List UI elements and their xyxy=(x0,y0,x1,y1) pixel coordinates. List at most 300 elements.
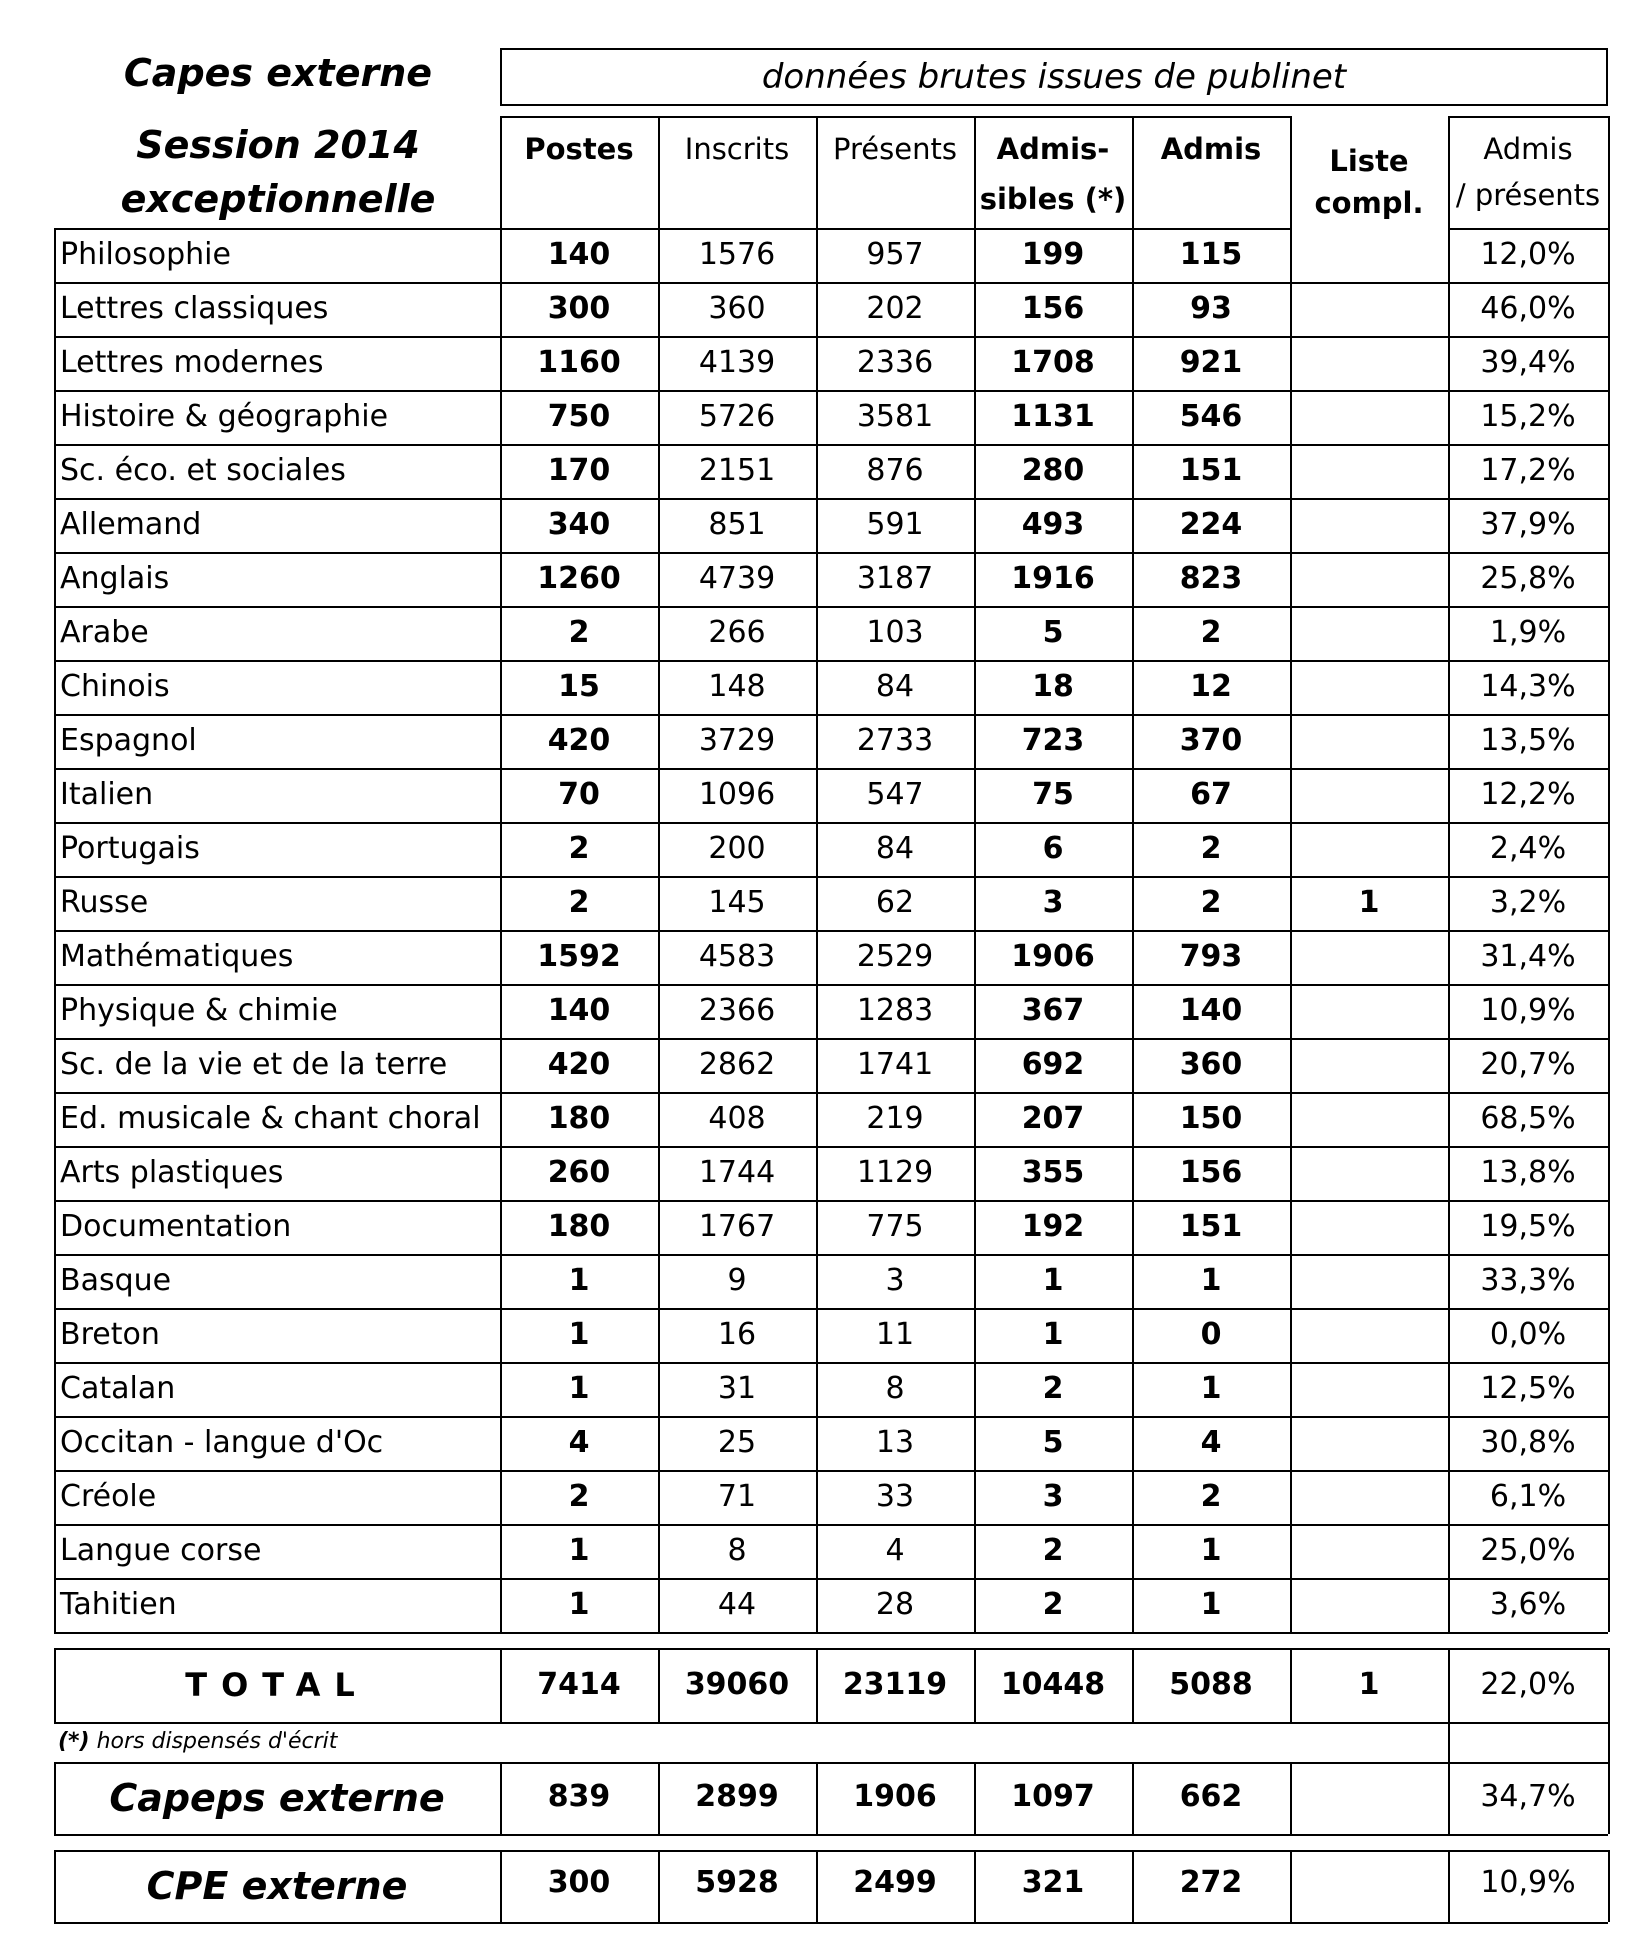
row-inscrits: 8 xyxy=(727,1533,747,1568)
row-admissibles: 1708 xyxy=(1011,345,1095,380)
row-label: Sc. de la vie et de la terre xyxy=(60,1047,448,1082)
row-admis: 2 xyxy=(1200,831,1222,866)
row-label: Portugais xyxy=(60,831,200,866)
grid-hline xyxy=(1290,390,1448,392)
row-admissibles: 1 xyxy=(1042,1263,1064,1298)
row-presents: 62 xyxy=(875,885,915,920)
header-ratio-line1: Admis xyxy=(1483,132,1573,166)
grid-hline xyxy=(54,930,1290,932)
grid-hline xyxy=(54,1092,1290,1094)
row-inscrits: 360 xyxy=(708,291,766,326)
grid-vline xyxy=(500,116,502,228)
row-liste xyxy=(1290,1146,1448,1200)
total-admissibles: 10448 xyxy=(1000,1667,1106,1702)
row-label: Philosophie xyxy=(60,237,231,272)
grid-hline xyxy=(54,1524,1290,1526)
row-postes: 140 xyxy=(547,993,611,1028)
row-inscrits: 2366 xyxy=(698,993,776,1028)
row-presents: 2336 xyxy=(856,345,934,380)
row-label: Espagnol xyxy=(60,723,197,758)
row-ratio: 2,4% xyxy=(1489,831,1567,866)
row-inscrits: 44 xyxy=(717,1587,757,1622)
grid-hline xyxy=(1448,1200,1608,1202)
row-ratio: 3,6% xyxy=(1489,1587,1567,1622)
row-admissibles: 493 xyxy=(1021,507,1085,542)
row-inscrits: 16 xyxy=(717,1317,757,1352)
grid-hline xyxy=(1290,1578,1448,1580)
row-presents: 2529 xyxy=(856,939,934,974)
capeps-postes: 839 xyxy=(547,1779,611,1814)
row-liste xyxy=(1290,1416,1448,1470)
row-inscrits: 3729 xyxy=(698,723,776,758)
row-postes: 420 xyxy=(547,1047,611,1082)
row-inscrits: 1576 xyxy=(698,237,776,272)
row-ratio: 12,5% xyxy=(1480,1371,1576,1406)
row-inscrits: 266 xyxy=(708,615,766,650)
row-label: Arts plastiques xyxy=(60,1155,284,1190)
row-inscrits: 851 xyxy=(708,507,766,542)
row-postes: 750 xyxy=(547,399,611,434)
grid-hline xyxy=(1448,1362,1608,1364)
row-presents: 28 xyxy=(875,1587,915,1622)
row-presents: 4 xyxy=(885,1533,905,1568)
grid-hline xyxy=(1448,768,1608,770)
row-postes: 300 xyxy=(547,291,611,326)
row-presents: 103 xyxy=(866,615,924,650)
grid-hline xyxy=(1290,552,1448,554)
row-presents: 1741 xyxy=(856,1047,934,1082)
row-presents: 876 xyxy=(866,453,924,488)
grid-vline xyxy=(1608,1722,1610,1762)
row-label: Italien xyxy=(60,777,154,812)
row-liste xyxy=(1290,1578,1448,1632)
row-postes: 2 xyxy=(568,1479,590,1514)
row-postes: 15 xyxy=(558,669,600,704)
row-ratio: 6,1% xyxy=(1489,1479,1567,1514)
row-admis: 67 xyxy=(1190,777,1232,812)
row-ratio: 3,2% xyxy=(1489,885,1567,920)
grid-hline xyxy=(1290,1308,1448,1310)
grid-hline xyxy=(1290,606,1448,608)
row-postes: 1 xyxy=(568,1317,590,1352)
row-label: Arabe xyxy=(60,615,149,650)
row-liste xyxy=(1290,606,1448,660)
capeps-admis: 662 xyxy=(1179,1779,1243,1814)
grid-hline xyxy=(54,282,1290,284)
grid-hline xyxy=(1290,984,1448,986)
row-liste xyxy=(1290,1092,1448,1146)
row-admis: 151 xyxy=(1179,1209,1243,1244)
grid-hline xyxy=(54,1470,1290,1472)
row-ratio: 12,2% xyxy=(1480,777,1576,812)
row-ratio: 46,0% xyxy=(1480,291,1576,326)
cpe-admis: 272 xyxy=(1179,1865,1243,1900)
row-admis: 0 xyxy=(1200,1317,1222,1352)
row-liste xyxy=(1290,336,1448,390)
row-inscrits: 408 xyxy=(708,1101,766,1136)
grid-hline xyxy=(1290,282,1448,284)
row-inscrits: 4583 xyxy=(698,939,776,974)
row-admissibles: 692 xyxy=(1021,1047,1085,1082)
grid-hline xyxy=(1448,1254,1608,1256)
row-liste xyxy=(1290,498,1448,552)
row-inscrits: 2151 xyxy=(698,453,776,488)
row-admis: 224 xyxy=(1179,507,1243,542)
row-ratio: 30,8% xyxy=(1480,1425,1576,1460)
row-label: Catalan xyxy=(60,1371,176,1406)
row-admissibles: 199 xyxy=(1021,237,1085,272)
total-admis: 5088 xyxy=(1169,1667,1253,1702)
grid-hline xyxy=(1290,660,1448,662)
grid-hline xyxy=(1448,876,1608,878)
row-ratio: 13,8% xyxy=(1480,1155,1576,1190)
row-presents: 3 xyxy=(885,1263,905,1298)
capeps-label: Capeps externe xyxy=(109,1776,445,1820)
row-label: Physique & chimie xyxy=(60,993,338,1028)
row-presents: 3187 xyxy=(856,561,934,596)
grid-hline xyxy=(1448,228,1608,230)
grid-vline xyxy=(1290,116,1292,1632)
row-inscrits: 145 xyxy=(708,885,766,920)
row-admissibles: 355 xyxy=(1021,1155,1085,1190)
row-postes: 1260 xyxy=(537,561,621,596)
row-admis: 793 xyxy=(1179,939,1243,974)
grid-hline xyxy=(54,1362,1290,1364)
row-postes: 180 xyxy=(547,1209,611,1244)
row-admis: 360 xyxy=(1179,1047,1243,1082)
row-postes: 340 xyxy=(547,507,611,542)
grid-hline xyxy=(500,116,1290,118)
row-inscrits: 148 xyxy=(708,669,766,704)
row-label: Allemand xyxy=(60,507,202,542)
row-postes: 1 xyxy=(568,1263,590,1298)
row-liste xyxy=(1290,1470,1448,1524)
cpe-inscrits: 5928 xyxy=(695,1865,779,1900)
row-presents: 84 xyxy=(875,669,915,704)
header-liste-line2: compl. xyxy=(1314,186,1424,220)
row-inscrits: 31 xyxy=(717,1371,757,1406)
row-liste xyxy=(1290,930,1448,984)
row-admis: 823 xyxy=(1179,561,1243,596)
row-admis: 93 xyxy=(1190,291,1232,326)
row-inscrits: 25 xyxy=(717,1425,757,1460)
grid-hline xyxy=(54,1308,1290,1310)
row-presents: 2733 xyxy=(856,723,934,758)
grid-hline xyxy=(1290,444,1448,446)
grid-hline xyxy=(54,228,1290,230)
grid-hline xyxy=(1448,984,1608,986)
row-postes: 2 xyxy=(568,885,590,920)
grid-hline xyxy=(54,498,1290,500)
grid-hline xyxy=(1448,336,1608,338)
cpe-label: CPE externe xyxy=(146,1864,408,1908)
row-presents: 11 xyxy=(875,1317,915,1352)
row-liste xyxy=(1290,1524,1448,1578)
row-inscrits: 5726 xyxy=(698,399,776,434)
row-liste xyxy=(1290,228,1448,282)
grid-hline xyxy=(54,1416,1290,1418)
row-inscrits: 1096 xyxy=(698,777,776,812)
total-label: TOTAL xyxy=(185,1666,369,1704)
row-ratio: 19,5% xyxy=(1480,1209,1576,1244)
row-admis: 370 xyxy=(1179,723,1243,758)
row-postes: 180 xyxy=(547,1101,611,1136)
row-admis: 151 xyxy=(1179,453,1243,488)
grid-hline xyxy=(54,1254,1290,1256)
grid-hline xyxy=(1290,1200,1448,1202)
row-postes: 1 xyxy=(568,1533,590,1568)
cpe-admissibles: 321 xyxy=(1021,1865,1085,1900)
row-liste xyxy=(1290,1200,1448,1254)
row-admissibles: 723 xyxy=(1021,723,1085,758)
header-ratio-line2: / présents xyxy=(1455,178,1601,212)
grid-hline xyxy=(1448,930,1608,932)
grid-hline xyxy=(1290,822,1448,824)
row-presents: 547 xyxy=(866,777,924,812)
total-liste: 1 xyxy=(1358,1667,1380,1702)
row-presents: 13 xyxy=(875,1425,915,1460)
row-admis: 921 xyxy=(1179,345,1243,380)
cpe-liste xyxy=(1290,1856,1448,1910)
row-admis: 140 xyxy=(1179,993,1243,1028)
row-ratio: 25,8% xyxy=(1480,561,1576,596)
row-presents: 8 xyxy=(885,1371,905,1406)
row-presents: 202 xyxy=(866,291,924,326)
row-admis: 1 xyxy=(1200,1371,1222,1406)
row-label: Créole xyxy=(60,1479,157,1514)
capeps-admissibles: 1097 xyxy=(1011,1779,1095,1814)
grid-hline xyxy=(54,444,1290,446)
grid-vline xyxy=(1448,116,1450,1632)
row-admissibles: 3 xyxy=(1042,1479,1064,1514)
cpe-ratio: 10,9% xyxy=(1480,1865,1576,1900)
total-postes: 7414 xyxy=(537,1667,621,1702)
grid-hline xyxy=(1448,1524,1608,1526)
row-inscrits: 2862 xyxy=(698,1047,776,1082)
capeps-liste xyxy=(1290,1770,1448,1824)
grid-hline xyxy=(1448,822,1608,824)
row-ratio: 31,4% xyxy=(1480,939,1576,974)
grid-hline xyxy=(1290,1470,1448,1472)
grid-hline xyxy=(1290,1092,1448,1094)
grid-hline xyxy=(54,336,1290,338)
grid-hline xyxy=(1290,714,1448,716)
grid-hline xyxy=(1290,768,1448,770)
row-liste xyxy=(1290,768,1448,822)
row-label: Russe xyxy=(60,885,149,920)
row-admissibles: 1131 xyxy=(1011,399,1095,434)
row-presents: 3581 xyxy=(856,399,934,434)
grid-vline xyxy=(816,116,818,1632)
grid-hline xyxy=(1448,660,1608,662)
row-admissibles: 3 xyxy=(1042,885,1064,920)
row-liste xyxy=(1290,1362,1448,1416)
grid-hline xyxy=(1290,1524,1448,1526)
row-admis: 1 xyxy=(1200,1533,1222,1568)
cpe-postes: 300 xyxy=(547,1865,611,1900)
grid-vline xyxy=(1608,1762,1610,1834)
row-admis: 150 xyxy=(1179,1101,1243,1136)
row-label: Langue corse xyxy=(60,1533,262,1568)
row-admis: 4 xyxy=(1200,1425,1222,1460)
grid-hline xyxy=(1448,714,1608,716)
row-label: Tahitien xyxy=(60,1587,177,1622)
footnote xyxy=(58,1722,658,1762)
row-label: Chinois xyxy=(60,669,170,704)
grid-hline xyxy=(1448,444,1608,446)
grid-hline xyxy=(1448,606,1608,608)
row-liste: 1 xyxy=(1358,885,1380,920)
row-liste xyxy=(1290,1308,1448,1362)
grid-hline xyxy=(54,1834,1608,1836)
grid-hline xyxy=(54,606,1290,608)
row-ratio: 37,9% xyxy=(1480,507,1576,542)
capeps-ratio: 34,7% xyxy=(1480,1779,1576,1814)
row-postes: 2 xyxy=(568,615,590,650)
row-postes: 420 xyxy=(547,723,611,758)
row-label: Ed. musicale & chant choral xyxy=(60,1101,481,1136)
grid-hline xyxy=(54,1200,1290,1202)
row-ratio: 33,3% xyxy=(1480,1263,1576,1298)
header-admissibles-line1: Admis- xyxy=(996,132,1110,166)
row-label: Anglais xyxy=(60,561,170,596)
row-admissibles: 156 xyxy=(1021,291,1085,326)
grid-hline xyxy=(1448,1470,1608,1472)
row-admissibles: 280 xyxy=(1021,453,1085,488)
header-presents: Présents xyxy=(833,132,957,166)
row-liste xyxy=(1290,822,1448,876)
row-admissibles: 207 xyxy=(1021,1101,1085,1136)
footnote-text: hors dispensés d'écrit xyxy=(89,1729,338,1754)
row-ratio: 12,0% xyxy=(1480,237,1576,272)
grid-hline xyxy=(54,1146,1290,1148)
row-presents: 1129 xyxy=(856,1155,934,1190)
grid-hline xyxy=(54,1038,1290,1040)
row-liste xyxy=(1290,714,1448,768)
grid-hline xyxy=(1448,1038,1608,1040)
row-presents: 957 xyxy=(866,237,924,272)
grid-hline xyxy=(1448,116,1608,118)
grid-hline xyxy=(1448,498,1608,500)
row-admissibles: 2 xyxy=(1042,1371,1064,1406)
grid-hline xyxy=(54,1922,1608,1924)
grid-hline xyxy=(54,876,1290,878)
row-admissibles: 18 xyxy=(1032,669,1074,704)
grid-hline xyxy=(1290,876,1448,878)
row-label: Basque xyxy=(60,1263,172,1298)
grid-hline xyxy=(1448,282,1608,284)
row-inscrits: 9 xyxy=(727,1263,747,1298)
header-liste-line1: Liste xyxy=(1329,144,1409,178)
row-postes: 1160 xyxy=(537,345,621,380)
row-label: Occitan - langue d'Oc xyxy=(60,1425,384,1460)
title-session: Session 2014 xyxy=(136,123,420,167)
row-admissibles: 5 xyxy=(1042,1425,1064,1460)
row-presents: 33 xyxy=(875,1479,915,1514)
row-postes: 170 xyxy=(547,453,611,488)
row-postes: 260 xyxy=(547,1155,611,1190)
header-postes: Postes xyxy=(524,132,634,166)
row-admissibles: 75 xyxy=(1032,777,1074,812)
row-postes: 1 xyxy=(568,1371,590,1406)
cpe-presents: 2499 xyxy=(853,1865,937,1900)
row-ratio: 14,3% xyxy=(1480,669,1576,704)
row-inscrits: 71 xyxy=(717,1479,757,1514)
row-inscrits: 1744 xyxy=(698,1155,776,1190)
total-presents: 23119 xyxy=(842,1667,948,1702)
grid-vline xyxy=(658,116,660,1632)
grid-hline xyxy=(1290,336,1448,338)
row-admissibles: 2 xyxy=(1042,1533,1064,1568)
grid-hline xyxy=(1448,1578,1608,1580)
row-admissibles: 2 xyxy=(1042,1587,1064,1622)
row-admissibles: 192 xyxy=(1021,1209,1085,1244)
grid-hline xyxy=(1290,1362,1448,1364)
row-admis: 2 xyxy=(1200,885,1222,920)
row-admissibles: 1906 xyxy=(1011,939,1095,974)
grid-hline xyxy=(1448,1632,1608,1634)
row-admis: 2 xyxy=(1200,615,1222,650)
row-label: Lettres modernes xyxy=(60,345,324,380)
row-liste xyxy=(1290,444,1448,498)
row-ratio: 25,0% xyxy=(1480,1533,1576,1568)
grid-vline xyxy=(1132,116,1134,1632)
row-liste xyxy=(1290,984,1448,1038)
row-ratio: 13,5% xyxy=(1480,723,1576,758)
grid-hline xyxy=(1290,1632,1448,1634)
row-ratio: 39,4% xyxy=(1480,345,1576,380)
grid-hline xyxy=(54,1578,1290,1580)
grid-vline xyxy=(1608,1850,1610,1922)
row-liste xyxy=(1290,1254,1448,1308)
grid-hline xyxy=(1290,1146,1448,1148)
row-admis: 1 xyxy=(1200,1263,1222,1298)
row-liste xyxy=(1290,1038,1448,1092)
grid-hline xyxy=(1448,390,1608,392)
row-presents: 591 xyxy=(866,507,924,542)
row-liste xyxy=(1290,390,1448,444)
row-inscrits: 1767 xyxy=(698,1209,776,1244)
row-postes: 1592 xyxy=(537,939,621,974)
footnote-marker: (*) xyxy=(58,1729,90,1754)
row-ratio: 68,5% xyxy=(1480,1101,1576,1136)
row-postes: 70 xyxy=(558,777,600,812)
grid-hline xyxy=(1448,1308,1608,1310)
row-admis: 115 xyxy=(1179,237,1243,272)
row-admis: 12 xyxy=(1190,669,1232,704)
total-inscrits: 39060 xyxy=(684,1667,790,1702)
row-inscrits: 200 xyxy=(708,831,766,866)
row-ratio: 17,2% xyxy=(1480,453,1576,488)
capeps-inscrits: 2899 xyxy=(695,1779,779,1814)
total-ratio: 22,0% xyxy=(1480,1667,1576,1702)
row-postes: 2 xyxy=(568,831,590,866)
grid-hline xyxy=(1448,552,1608,554)
grid-hline xyxy=(54,552,1290,554)
grid-hline xyxy=(54,768,1290,770)
row-ratio: 15,2% xyxy=(1480,399,1576,434)
grid-hline xyxy=(1290,1038,1448,1040)
row-presents: 1283 xyxy=(856,993,934,1028)
row-label: Mathématiques xyxy=(60,939,294,974)
row-label: Breton xyxy=(60,1317,160,1352)
row-ratio: 1,9% xyxy=(1489,615,1567,650)
row-admissibles: 6 xyxy=(1042,831,1064,866)
row-admissibles: 367 xyxy=(1021,993,1085,1028)
header-admis: Admis xyxy=(1160,132,1262,166)
grid-hline xyxy=(54,822,1290,824)
grid-hline xyxy=(1448,1416,1608,1418)
